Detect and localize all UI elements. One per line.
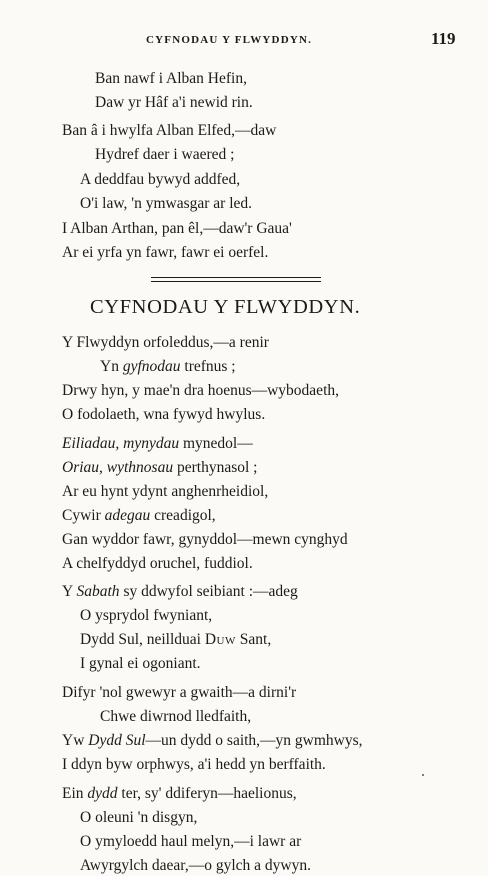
verse-line: Ar ei yrfa yn fawr, fawr ei oerfel.: [62, 244, 269, 261]
verse-line: [80, 606, 212, 626]
verse-text: I gynal ei ogoniant.: [80, 655, 201, 672]
verse-text: Drwy hyn, y mae'n dra hoenus—wybodaeth,: [62, 382, 339, 399]
verse-text: O ymyloedd haul melyn,—i lawr ar: [80, 833, 302, 850]
verse-text: perthynasol ;: [173, 459, 258, 476]
verse-line: [62, 755, 326, 775]
verse-text: Cywir: [62, 507, 105, 524]
verse-text: Ar eu hynt ydynt anghenrheidiol,: [62, 483, 269, 500]
verse-line: [80, 630, 271, 650]
verse-line: [62, 405, 265, 425]
verse-text: O oleuni 'n disgyn,: [80, 809, 198, 826]
verse-text: Awyrgylch daear,—o gylch a dywyn.: [80, 857, 311, 874]
verse-text: Dydd Sul, neillduai: [80, 631, 205, 648]
verse-text: I ddyn byw orphwys, a'i hedd yn berffaith.: [62, 756, 326, 773]
verse-text: Y: [62, 583, 77, 600]
verse-text: mynedol—: [179, 435, 253, 452]
italic-word: Eiliadau, mynydau: [62, 435, 180, 452]
double-rule-upper: [151, 277, 321, 278]
verse-text: Sant,: [235, 631, 272, 648]
small-caps-word: Duw: [204, 631, 236, 648]
verse-line: [62, 784, 297, 804]
verse-line: I Alban Arthan, pan êl,—daw'r Gaua': [62, 220, 292, 237]
verse-line: [62, 683, 296, 703]
verse-line: A deddfau bywyd addfed,: [80, 171, 241, 188]
verse-text: Yn: [100, 358, 123, 375]
italic-word: dydd: [87, 785, 118, 802]
italic-word: Oriau, wythnosau: [62, 459, 174, 476]
verse-text: trefnus ;: [180, 358, 236, 375]
italic-word: Dydd Sul: [88, 732, 146, 749]
page-number: 119: [431, 29, 456, 48]
verse-line: [100, 357, 236, 377]
verse-text: Yw: [62, 732, 89, 749]
verse-line: [62, 582, 298, 602]
verse-line: O'i law, 'n ymwasgar ar led.: [80, 195, 253, 212]
verse-line: Ban nawf i Alban Hefin,: [95, 70, 247, 87]
verse-line: [62, 458, 257, 478]
verse-line: [62, 434, 253, 454]
verse-text: ter, sy' ddiferyn—haelionus,: [117, 785, 297, 802]
verse-text: Gan wyddor fawr, gynyddol—mewn cynghyd: [62, 531, 348, 548]
verse-line: [62, 554, 253, 574]
verse-text: creadigol,: [150, 507, 216, 524]
verse-text: —un dydd o saith,—yn gwmhwys,: [145, 732, 363, 749]
page-speck: [422, 774, 424, 776]
verse-line: [100, 707, 251, 727]
double-rule-lower: [151, 281, 321, 282]
verse-line: Daw yr Hâf a'i newid rin.: [95, 94, 253, 111]
verse-line: [80, 856, 311, 876]
verse-text: Y Flwyddyn orfoleddus,—a renir: [62, 334, 269, 351]
verse-line: [80, 654, 201, 674]
italic-word: gyfnodau: [122, 358, 181, 375]
verse-text: O ysprydol fwyniant,: [80, 607, 213, 624]
verse-text: O fodolaeth, wna fywyd hwylus.: [62, 406, 266, 423]
verse-line: Hydref daer i waered ;: [95, 146, 235, 163]
italic-word: Sabath: [76, 583, 120, 600]
verse-line: [62, 381, 339, 401]
verse-text: Chwe diwrnod lledfaith,: [100, 708, 252, 725]
verse-line: [62, 506, 216, 526]
verse-line: [80, 808, 197, 828]
verse-line: [80, 832, 301, 852]
verse-line: [62, 333, 269, 353]
verse-line: [62, 530, 348, 550]
verse-text: A chelfyddyd oruchel, fuddiol.: [62, 555, 253, 572]
italic-word: adegau: [104, 507, 151, 524]
running-head: CYFNODAU Y FLWYDDYN.: [146, 34, 313, 46]
verse-line: Ban â i hwylfa Alban Elfed,—daw: [62, 122, 277, 139]
verse-text: sy ddwyfol seibiant :—adeg: [119, 583, 298, 600]
verse-text: Ein: [62, 785, 88, 802]
verse-text: Difyr 'nol gwewyr a gwaith—a dirni'r: [62, 684, 297, 701]
verse-line: [62, 731, 363, 751]
section-title: CYFNODAU Y FLWYDDYN.: [90, 296, 361, 318]
verse-line: [62, 482, 268, 502]
